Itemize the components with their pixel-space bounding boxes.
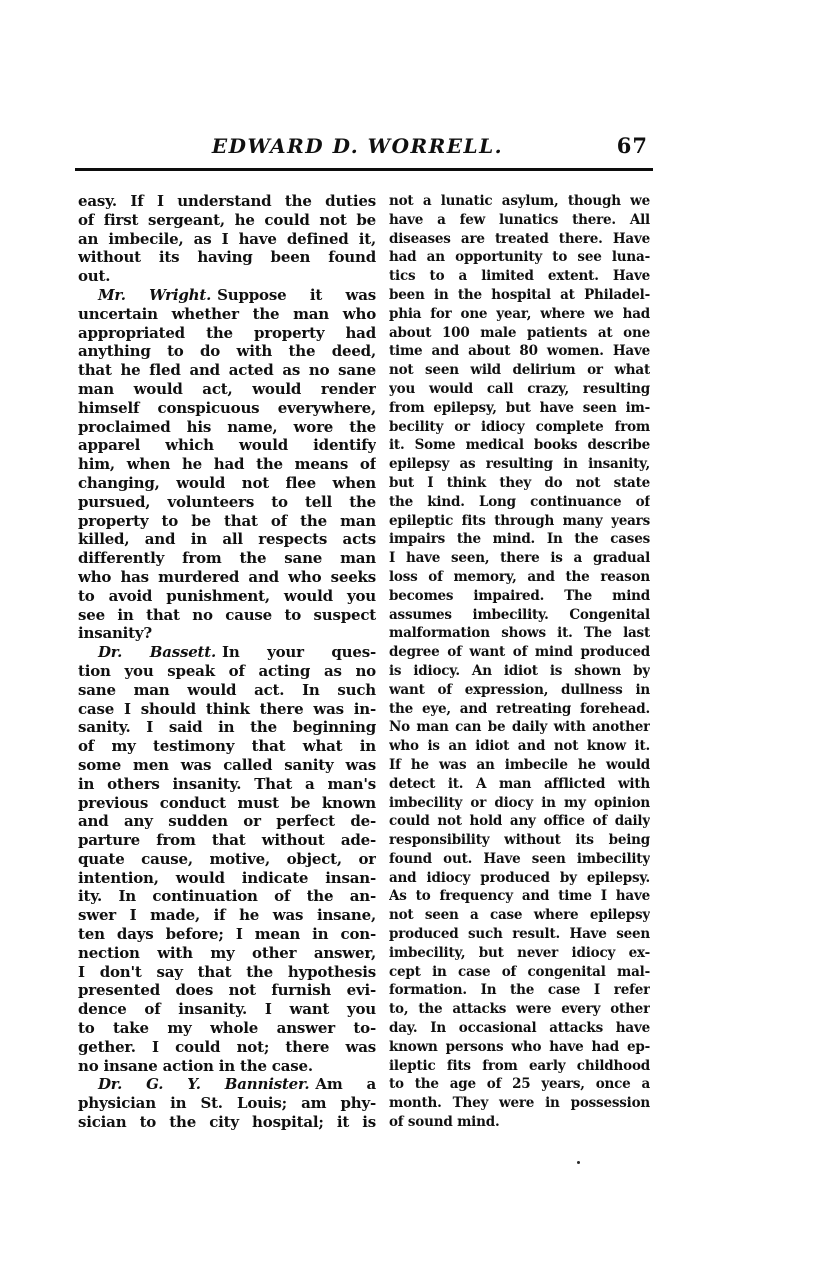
speaker-name: Dr. Bassett. (98, 643, 217, 662)
text-line: pursued, volunteers to tell the (78, 492, 376, 511)
text-line: see in that no cause to suspect (78, 605, 376, 624)
text-line: him, when he had the means of (78, 455, 376, 474)
text-line: sane man would act. In such (78, 680, 376, 699)
text-line: parture from that without ade- (78, 831, 376, 850)
text-line: uncertain whether the man who (78, 304, 376, 323)
text-line: apparel which would identify (78, 436, 376, 455)
text-line: some men was called sanity was (78, 755, 376, 774)
text-line: to avoid punishment, would you (78, 586, 376, 605)
text-line: epilepsy as resulting in insanity, (389, 456, 650, 473)
text-line: previous conduct must be known (78, 793, 376, 812)
text-line: have a few lunatics there. All (389, 211, 650, 228)
paragraph (78, 286, 376, 643)
text-line: ity. In continuation of the an- (78, 887, 376, 906)
text-line: killed, and in all respects acts (78, 530, 376, 549)
text-line: malformation shows it. The last (389, 625, 650, 642)
text-line: phia for one year, where we had (389, 305, 650, 322)
speaker-name: Mr. Wright. (98, 285, 212, 304)
text-line: proclaimed his name, wore the (78, 417, 376, 436)
text-line: detect it. A man afflicted with (389, 775, 650, 792)
text-line: not seen a case where epilepsy (389, 907, 650, 924)
text-line: known persons who have had ep- (389, 1038, 650, 1055)
text-line: sanity. I said in the beginning (78, 718, 376, 737)
text-line: becility or idiocy complete from (389, 418, 650, 435)
text-line: appropriated the property had (78, 323, 376, 342)
text-line: no insane action in the case. (78, 1056, 313, 1075)
header-rule (75, 168, 653, 171)
text-line: ten days before; I mean in con- (78, 925, 376, 944)
text-line: physician in St. Louis; am phy- (78, 1094, 376, 1113)
text-line: of sound mind. (389, 1114, 500, 1131)
text-line: swer I made, if he was insane, (78, 906, 376, 925)
text-line: an imbecile, as I have defined it, (78, 229, 376, 248)
text-line: becomes impaired. The mind (389, 587, 650, 604)
text-line: dence of insanity. I want you (78, 1000, 376, 1019)
text-line: cept in case of congenital mal- (389, 963, 650, 980)
text-line: sician to the city hospital; it is (78, 1113, 376, 1132)
text-line: formation. In the case I refer (389, 982, 650, 999)
text-line: insanity? (78, 624, 153, 643)
paragraph (78, 1075, 376, 1131)
text-line: not a lunatic asylum, though we (389, 193, 650, 209)
text-line: month. They were in possession (389, 1095, 650, 1112)
speaker-name: Dr. G. Y. Bannister. (98, 1075, 310, 1094)
text-line: imbecility or diocy in my opinion (389, 794, 650, 811)
text-line: from epilepsy, but have seen im- (389, 399, 650, 416)
text-line: the eye, and retreating forehead. (389, 700, 650, 717)
text-line: Dr. Bassett. In your ques- (98, 643, 376, 662)
text-line: without its having been found (78, 248, 376, 267)
text-line: who has murdered and who seeks (78, 567, 376, 586)
text-line: responsibility without its being (389, 832, 650, 849)
text-line: I don't say that the hypothesis (78, 962, 376, 981)
text-line: differently from the sane man (78, 549, 376, 568)
paragraph (389, 192, 650, 1132)
text-line: nection with my other answer, (78, 943, 376, 962)
scan-artifact-dot (577, 1161, 580, 1164)
text-line: imbecility, but never idiocy ex- (389, 944, 650, 961)
right-column (389, 192, 650, 1132)
running-head-title: EDWARD D. WORRELL. (211, 134, 504, 158)
paragraph (78, 192, 376, 286)
text-line: No man can be daily with another (389, 719, 650, 736)
text-line: tion you speak of acting as no (78, 661, 376, 680)
text-line: changing, would not flee when (78, 473, 376, 492)
text-line: I have seen, there is a gradual (389, 550, 650, 567)
text-line: and idiocy produced by epilepsy. (389, 869, 650, 886)
text-line: degree of want of mind produced (389, 644, 650, 661)
text-line: found out. Have seen imbecility (389, 850, 650, 867)
text-line: of first sergeant, he could not be (78, 210, 376, 229)
text-line: been in the hospital at Philadel- (389, 286, 650, 303)
text-line: ileptic fits from early childhood (389, 1057, 650, 1074)
text-line: loss of memory, and the reason (389, 568, 650, 585)
text-line: As to frequency and time I have (389, 888, 650, 905)
text-line: the kind. Long continuance of (389, 493, 650, 510)
text-line: who is an idiot and not know it. (389, 738, 650, 755)
text-line: case I should think there was in- (78, 699, 376, 718)
text-line: is idiocy. An idiot is shown by (389, 662, 650, 679)
paragraph (78, 643, 376, 1075)
text-line: intention, would indicate insan- (78, 868, 376, 887)
text-line: Dr. G. Y. Bannister. Am a (98, 1075, 376, 1094)
text-line: epileptic fits through many years (389, 512, 650, 529)
text-line: about 100 male patients at one (389, 324, 650, 341)
text-line: time and about 80 women. Have (389, 343, 650, 360)
text-line: out. (78, 267, 111, 286)
text-line: to the age of 25 years, once a (389, 1076, 650, 1093)
text-line: presented does not furnish evi- (78, 981, 376, 1000)
text-line: in others insanity. That a man's (78, 774, 376, 793)
text-line: but I think they do not state (389, 474, 650, 491)
page-number: 67 (616, 133, 648, 158)
text-line: gether. I could not; there was (78, 1037, 376, 1056)
text-line: diseases are treated there. Have (389, 230, 650, 247)
text-line: himself conspicuous everywhere, (78, 398, 376, 417)
text-line: to take my whole answer to- (78, 1019, 376, 1038)
text-line: you would call crazy, resulting (389, 380, 650, 397)
text-line: that he fled and acted as no sane (78, 361, 376, 380)
left-column (78, 192, 376, 1132)
text-line: quate cause, motive, object, or (78, 849, 376, 868)
text-line: produced such result. Have seen (389, 926, 650, 943)
text-line: of my testimony that what in (78, 737, 376, 756)
text-line: anything to do with the deed, (78, 342, 376, 361)
text-line: If he was an imbecile he would (389, 756, 650, 773)
text-line: assumes imbecility. Congenital (389, 606, 650, 623)
text-line: man would act, would render (78, 379, 376, 398)
text-line: and any sudden or perfect de- (78, 812, 376, 831)
text-line: impairs the mind. In the cases (389, 531, 650, 548)
text-line: Mr. Wright. Suppose it was (98, 285, 376, 304)
text-line: day. In occasional attacks have (389, 1020, 650, 1037)
text-line: it. Some medical books describe (389, 437, 650, 454)
text-line: want of expression, dullness in (389, 681, 650, 698)
text-line: had an opportunity to see luna- (389, 249, 650, 266)
text-line: property to be that of the man (78, 511, 376, 530)
text-line: tics to a limited extent. Have (389, 268, 650, 285)
text-line: not seen wild delirium or what (389, 362, 650, 379)
text-line: could not hold any office of daily (389, 813, 650, 830)
text-line: to, the attacks were every other (389, 1001, 650, 1018)
text-line: easy. If I understand the duties (78, 192, 376, 210)
